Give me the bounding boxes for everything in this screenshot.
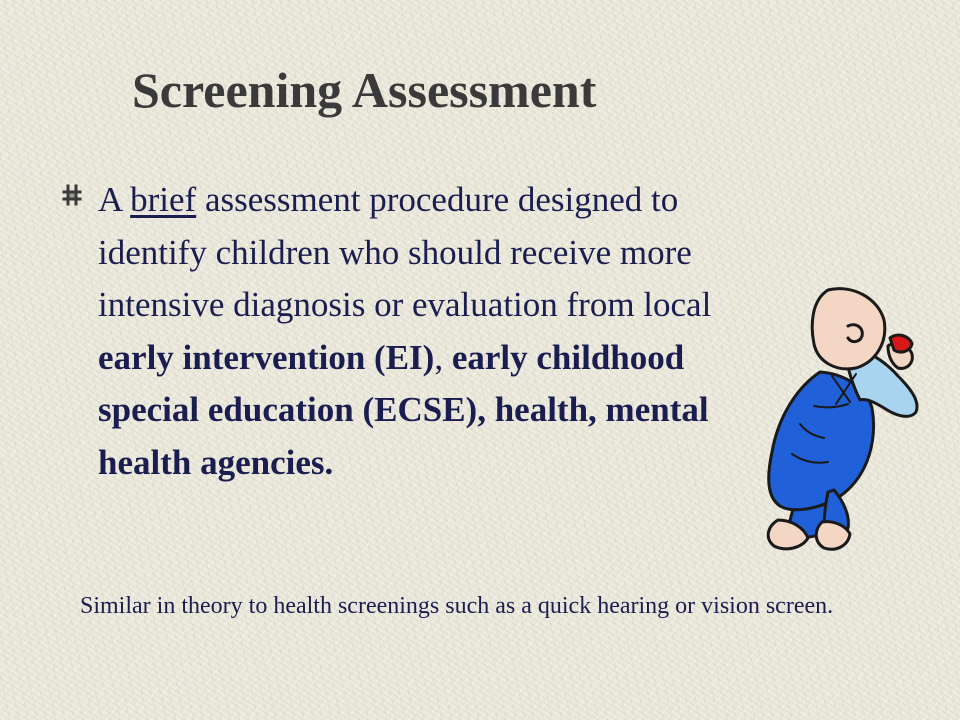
- crawling-baby-illustration: [748, 284, 920, 552]
- emphasis-brief: brief: [130, 180, 197, 219]
- agency-early-intervention: early intervention (EI): [98, 337, 435, 377]
- slide-title: Screening Assessment: [132, 62, 597, 118]
- bullet-body: assessment procedure designed to identify children who should receive more intensive diagnosis or evaluation from local: [98, 180, 712, 324]
- bullet-text: [98, 174, 778, 489]
- bullet-prefix: A: [98, 180, 131, 219]
- hash-bullet-icon: [62, 184, 82, 206]
- footnote-text: Similar in theory to health screenings such as a quick hearing or vision screen.: [80, 593, 834, 619]
- agency-list: early childhood special education (ECSE), health, mental health agencies.: [98, 337, 709, 482]
- bullet-separator: ,: [434, 337, 452, 377]
